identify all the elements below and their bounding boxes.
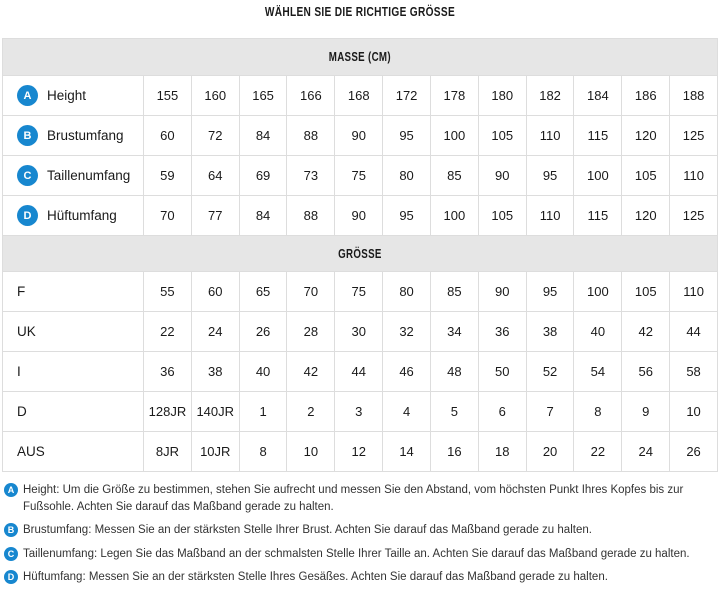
value-cell: 30 bbox=[334, 312, 382, 351]
value-cell: 128JR bbox=[143, 392, 191, 431]
value-cell: 90 bbox=[478, 272, 526, 311]
value-cell: 95 bbox=[526, 156, 574, 195]
value-cell: 110 bbox=[526, 196, 574, 235]
value-cell: 64 bbox=[191, 156, 239, 195]
value-cell: 54 bbox=[573, 352, 621, 391]
table-row bbox=[3, 271, 717, 311]
value-cell: 24 bbox=[621, 432, 669, 471]
value-cell: 95 bbox=[382, 196, 430, 235]
value-cell: 50 bbox=[478, 352, 526, 391]
section-header-text: MASSE (CM) bbox=[328, 50, 392, 64]
value-cell: 10 bbox=[286, 432, 334, 471]
value-cell: 42 bbox=[286, 352, 334, 391]
value-cell: 8 bbox=[239, 432, 287, 471]
footnote bbox=[4, 482, 716, 515]
value-cell: 88 bbox=[286, 116, 334, 155]
row-label: UK bbox=[17, 324, 36, 339]
table-row bbox=[3, 351, 717, 391]
value-cell: 75 bbox=[334, 156, 382, 195]
row-label: Height bbox=[47, 88, 87, 103]
value-cell: 155 bbox=[143, 76, 191, 115]
value-cell: 100 bbox=[430, 196, 478, 235]
row-label-cell bbox=[3, 76, 143, 115]
value-cell: 40 bbox=[239, 352, 287, 391]
measure-badge-b: B bbox=[17, 125, 38, 146]
value-cell: 3 bbox=[334, 392, 382, 431]
footnote-text: Hüftumfang: Messen Sie an der stärksten Stelle Ihres Gesäßes. Achten Sie darauf das Maßband gerade zu halten. bbox=[23, 571, 608, 583]
value-cell: 80 bbox=[382, 272, 430, 311]
row-label-cell bbox=[3, 352, 143, 391]
value-cell: 95 bbox=[526, 272, 574, 311]
measure-badge-a: A bbox=[17, 85, 38, 106]
footnote bbox=[4, 546, 716, 563]
value-cell: 42 bbox=[621, 312, 669, 351]
value-cell: 16 bbox=[430, 432, 478, 471]
table-row bbox=[3, 115, 717, 155]
value-cell: 1 bbox=[239, 392, 287, 431]
row-label-cell bbox=[3, 312, 143, 351]
row-label-cell bbox=[3, 196, 143, 235]
row-label: Taillenumfang bbox=[47, 168, 131, 183]
value-cell: 105 bbox=[478, 196, 526, 235]
value-cell: 46 bbox=[382, 352, 430, 391]
row-label: AUS bbox=[17, 444, 45, 459]
value-cell: 80 bbox=[382, 156, 430, 195]
value-cell: 22 bbox=[573, 432, 621, 471]
value-cell: 90 bbox=[334, 116, 382, 155]
row-label: D bbox=[17, 404, 27, 419]
value-cell: 9 bbox=[621, 392, 669, 431]
row-label: F bbox=[17, 284, 26, 299]
value-cell: 26 bbox=[669, 432, 717, 471]
value-cell: 52 bbox=[526, 352, 574, 391]
footnote-badge-d: D bbox=[4, 570, 18, 584]
value-cell: 65 bbox=[239, 272, 287, 311]
value-cell: 95 bbox=[382, 116, 430, 155]
value-cell: 73 bbox=[286, 156, 334, 195]
footnote-text: Taillenumfang: Legen Sie das Maßband an der schmalsten Stelle Ihrer Taille an. Achten Sie darauf das Maßband gerade zu halten. bbox=[23, 547, 690, 560]
row-label-cell bbox=[3, 432, 143, 471]
value-cell: 186 bbox=[621, 76, 669, 115]
value-cell: 8JR bbox=[143, 432, 191, 471]
value-cell: 165 bbox=[239, 76, 287, 115]
value-cell: 120 bbox=[621, 196, 669, 235]
value-cell: 40 bbox=[573, 312, 621, 351]
value-cell: 44 bbox=[334, 352, 382, 391]
value-cell: 4 bbox=[382, 392, 430, 431]
value-cell: 115 bbox=[573, 116, 621, 155]
value-cell: 184 bbox=[573, 76, 621, 115]
value-cell: 77 bbox=[191, 196, 239, 235]
value-cell: 110 bbox=[669, 272, 717, 311]
value-cell: 90 bbox=[334, 196, 382, 235]
page-title-text: WÄHLEN SIE DIE RICHTIGE GRÖSSE bbox=[264, 4, 456, 19]
value-cell: 44 bbox=[669, 312, 717, 351]
value-cell: 7 bbox=[526, 392, 574, 431]
value-cell: 166 bbox=[286, 76, 334, 115]
value-cell: 75 bbox=[334, 272, 382, 311]
row-label-cell bbox=[3, 392, 143, 431]
footnote-badge-b: B bbox=[4, 523, 18, 537]
value-cell: 6 bbox=[478, 392, 526, 431]
footnote-badge-a: A bbox=[4, 483, 18, 497]
value-cell: 188 bbox=[669, 76, 717, 115]
value-cell: 28 bbox=[286, 312, 334, 351]
value-cell: 70 bbox=[286, 272, 334, 311]
row-label-cell bbox=[3, 116, 143, 155]
row-label-cell bbox=[3, 272, 143, 311]
value-cell: 60 bbox=[191, 272, 239, 311]
value-cell: 10 bbox=[669, 392, 717, 431]
value-cell: 100 bbox=[573, 272, 621, 311]
table-row bbox=[3, 155, 717, 195]
footnotes bbox=[2, 472, 718, 586]
table-row bbox=[3, 391, 717, 431]
page-title bbox=[2, 4, 718, 20]
value-cell: 160 bbox=[191, 76, 239, 115]
footnote-text: Brustumfang: Messen Sie an der stärksten Stelle Ihrer Brust. Achten Sie darauf das Maßband gerade zu halten. bbox=[23, 524, 592, 536]
value-cell: 90 bbox=[478, 156, 526, 195]
value-cell: 32 bbox=[382, 312, 430, 351]
value-cell: 172 bbox=[382, 76, 430, 115]
value-cell: 26 bbox=[239, 312, 287, 351]
value-cell: 84 bbox=[239, 196, 287, 235]
value-cell: 36 bbox=[478, 312, 526, 351]
value-cell: 5 bbox=[430, 392, 478, 431]
value-cell: 58 bbox=[669, 352, 717, 391]
value-cell: 24 bbox=[191, 312, 239, 351]
value-cell: 2 bbox=[286, 392, 334, 431]
section-header bbox=[3, 235, 717, 271]
value-cell: 125 bbox=[669, 116, 717, 155]
value-cell: 48 bbox=[430, 352, 478, 391]
row-label: Brustumfang bbox=[47, 128, 124, 143]
value-cell: 56 bbox=[621, 352, 669, 391]
value-cell: 120 bbox=[621, 116, 669, 155]
value-cell: 8 bbox=[573, 392, 621, 431]
value-cell: 168 bbox=[334, 76, 382, 115]
value-cell: 88 bbox=[286, 196, 334, 235]
row-label-cell bbox=[3, 156, 143, 195]
value-cell: 14 bbox=[382, 432, 430, 471]
row-label: I bbox=[17, 364, 21, 379]
value-cell: 69 bbox=[239, 156, 287, 195]
value-cell: 18 bbox=[478, 432, 526, 471]
section-header bbox=[3, 39, 717, 75]
value-cell: 36 bbox=[143, 352, 191, 391]
measure-badge-c: C bbox=[17, 165, 38, 186]
value-cell: 105 bbox=[621, 272, 669, 311]
footnote bbox=[4, 522, 716, 539]
value-cell: 84 bbox=[239, 116, 287, 155]
value-cell: 22 bbox=[143, 312, 191, 351]
value-cell: 182 bbox=[526, 76, 574, 115]
table-row bbox=[3, 311, 717, 351]
value-cell: 20 bbox=[526, 432, 574, 471]
value-cell: 72 bbox=[191, 116, 239, 155]
value-cell: 55 bbox=[143, 272, 191, 311]
value-cell: 110 bbox=[669, 156, 717, 195]
section-header-text: GRÖSSE bbox=[338, 246, 382, 261]
value-cell: 60 bbox=[143, 116, 191, 155]
value-cell: 85 bbox=[430, 156, 478, 195]
value-cell: 59 bbox=[143, 156, 191, 195]
value-cell: 110 bbox=[526, 116, 574, 155]
value-cell: 140JR bbox=[191, 392, 239, 431]
value-cell: 100 bbox=[573, 156, 621, 195]
value-cell: 105 bbox=[621, 156, 669, 195]
value-cell: 38 bbox=[191, 352, 239, 391]
value-cell: 12 bbox=[334, 432, 382, 471]
value-cell: 125 bbox=[669, 196, 717, 235]
footnote-text: Height: Um die Größe zu bestimmen, stehen Sie aufrecht und messen Sie den Abstand, vom höchsten Punkt Ihres Kopfes bis zur Fußsohle. Achten Sie darauf das Maßband gerade zu halten. bbox=[23, 484, 684, 513]
value-cell: 180 bbox=[478, 76, 526, 115]
measure-badge-d: D bbox=[17, 205, 38, 226]
value-cell: 105 bbox=[478, 116, 526, 155]
footnote-badge-c: C bbox=[4, 547, 18, 561]
value-cell: 70 bbox=[143, 196, 191, 235]
value-cell: 38 bbox=[526, 312, 574, 351]
value-cell: 10JR bbox=[191, 432, 239, 471]
table-row bbox=[3, 75, 717, 115]
value-cell: 100 bbox=[430, 116, 478, 155]
value-cell: 34 bbox=[430, 312, 478, 351]
value-cell: 85 bbox=[430, 272, 478, 311]
footnote bbox=[4, 569, 716, 586]
row-label: Hüftumfang bbox=[47, 208, 117, 223]
table-row bbox=[3, 431, 717, 471]
value-cell: 115 bbox=[573, 196, 621, 235]
size-table bbox=[2, 38, 718, 472]
table-row bbox=[3, 195, 717, 235]
value-cell: 178 bbox=[430, 76, 478, 115]
